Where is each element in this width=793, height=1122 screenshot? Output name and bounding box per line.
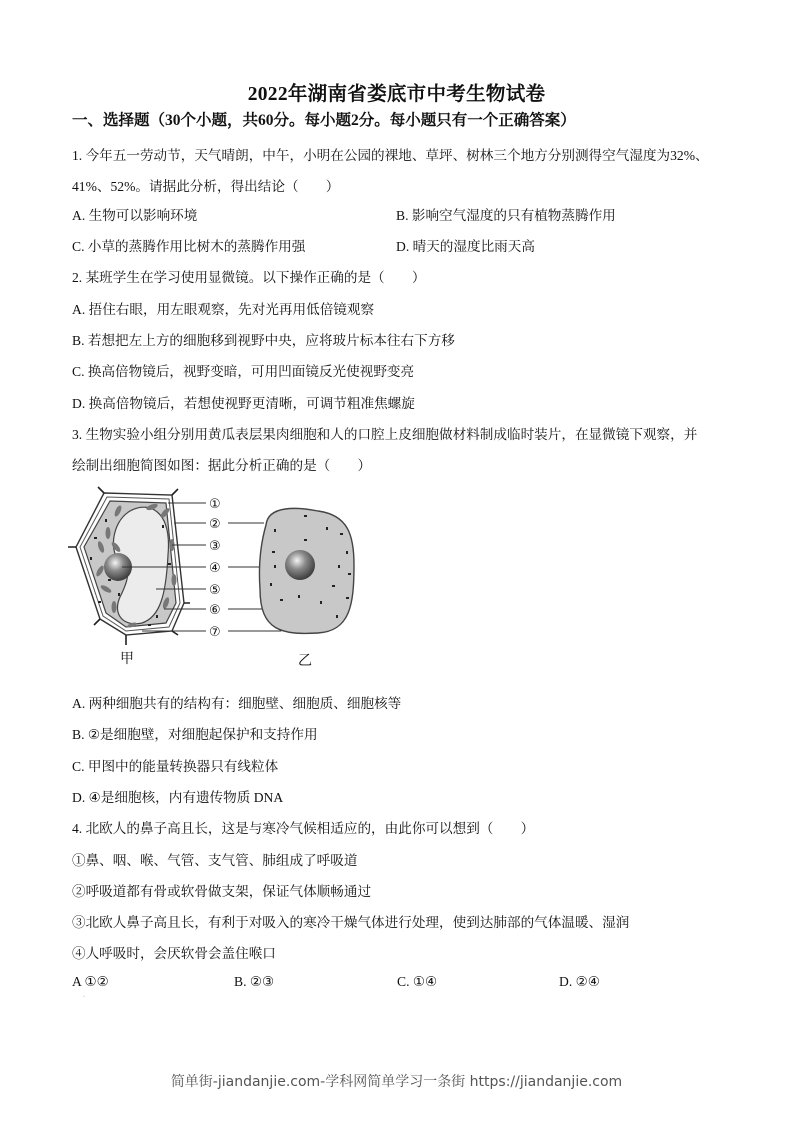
q4-stem: 4. 北欧人的鼻子高且长，这是与寒冷气候相适应的，由此你可以想到（ ） [72,821,535,836]
q4-option-c[interactable]: C. ①④ [397,974,438,989]
q1-stem-line1: 1. 今年五一劳动节，天气晴朗，中午，小明在公园的裸地、草坪、树林三个地方分别测得空气湿度为32%、 [72,148,709,163]
q3-option-d[interactable]: D. ④是细胞核，内有遗传物质 DNA [72,790,284,805]
q2-option-c[interactable]: C. 换高倍物镜后，视野变暗，可用凹面镜反光使视野变亮 [72,364,415,379]
label-7: ⑦ [209,625,221,640]
q1-option-b[interactable]: B. 影响空气湿度的只有植物蒸腾作用 [396,208,616,223]
diagram-labels [209,497,221,640]
q4-statement-4: ④人呼吸时，会厌软骨会盖住喉口 [72,946,276,961]
label-5: ⑤ [209,583,221,598]
section-heading: 一、选择题（30个小题，共60分。每小题2分。每小题只有一个正确答案） [72,112,576,129]
cell-diagram-svg [68,485,368,670]
label-4: ④ [209,561,221,576]
q2-stem: 2. 某班学生在学习使用显微镜。以下操作正确的是（ ） [72,270,426,285]
label-2: ② [209,517,221,532]
caption-yi: 乙 [298,653,312,669]
page-title: 2022年湖南省娄底市中考生物试卷 [247,84,546,105]
stray-mark: · [83,994,85,1000]
q3-option-b[interactable]: B. ②是细胞壁，对细胞起保护和支持作用 [72,727,318,742]
q4-option-a[interactable]: A ①② [72,974,109,989]
footer-watermark: 简单街-jiandanjie.com-学科网简单学习一条街 https://jiandanjie.com [170,1074,623,1090]
q2-option-b[interactable]: B. 若想把左上方的细胞移到视野中央，应将玻片标本往右下方移 [72,333,455,348]
plant-cell [68,487,190,645]
q3-option-a[interactable]: A. 两种细胞共有的结构有：细胞壁、细胞质、细胞核等 [72,696,402,711]
caption-jia: 甲 [120,651,134,667]
label-1: ① [209,497,221,512]
q4-statement-2: ②呼吸道都有骨或软骨做支架，保证气体顺畅通过 [72,884,372,899]
q1-stem-line2: 41%、52%。请据此分析，得出结论（ ） [72,179,340,194]
animal-cell [259,508,354,633]
q2-option-d[interactable]: D. 换高倍物镜后，若想使视野更清晰，可调节粗准焦螺旋 [72,396,415,411]
q3-stem-line2: 绘制出细胞简图如图：据此分析正确的是（ ） [72,458,372,473]
q4-statement-3: ③北欧人鼻子高且长，有利于对吸入的寒冷干燥气体进行处理，使到达肺部的气体温暖、湿润 [72,915,630,930]
q1-option-a[interactable]: A. 生物可以影响环境 [72,208,198,223]
q2-option-a[interactable]: A. 捂住右眼，用左眼观察，先对光再用低倍镜观察 [72,302,375,317]
cell-diagram [68,485,368,670]
label-6: ⑥ [209,603,221,618]
q4-statement-1: ①鼻、咽、喉、气管、支气管、肺组成了呼吸道 [72,853,358,868]
q1-option-d[interactable]: D. 晴天的湿度比雨天高 [396,239,535,254]
label-3: ③ [209,539,221,554]
q3-stem-line1: 3. 生物实验小组分别用黄瓜表层果肉细胞和人的口腔上皮细胞做材料制成临时装片，在显微镜下观察，并 [72,427,698,442]
q3-option-c[interactable]: C. 甲图中的能量转换器只有线粒体 [72,759,279,774]
q4-option-d[interactable]: D. ②④ [559,974,600,989]
q1-option-c[interactable]: C. 小草的蒸腾作用比树木的蒸腾作用强 [72,239,306,254]
q4-option-b[interactable]: B. ②③ [234,974,275,989]
